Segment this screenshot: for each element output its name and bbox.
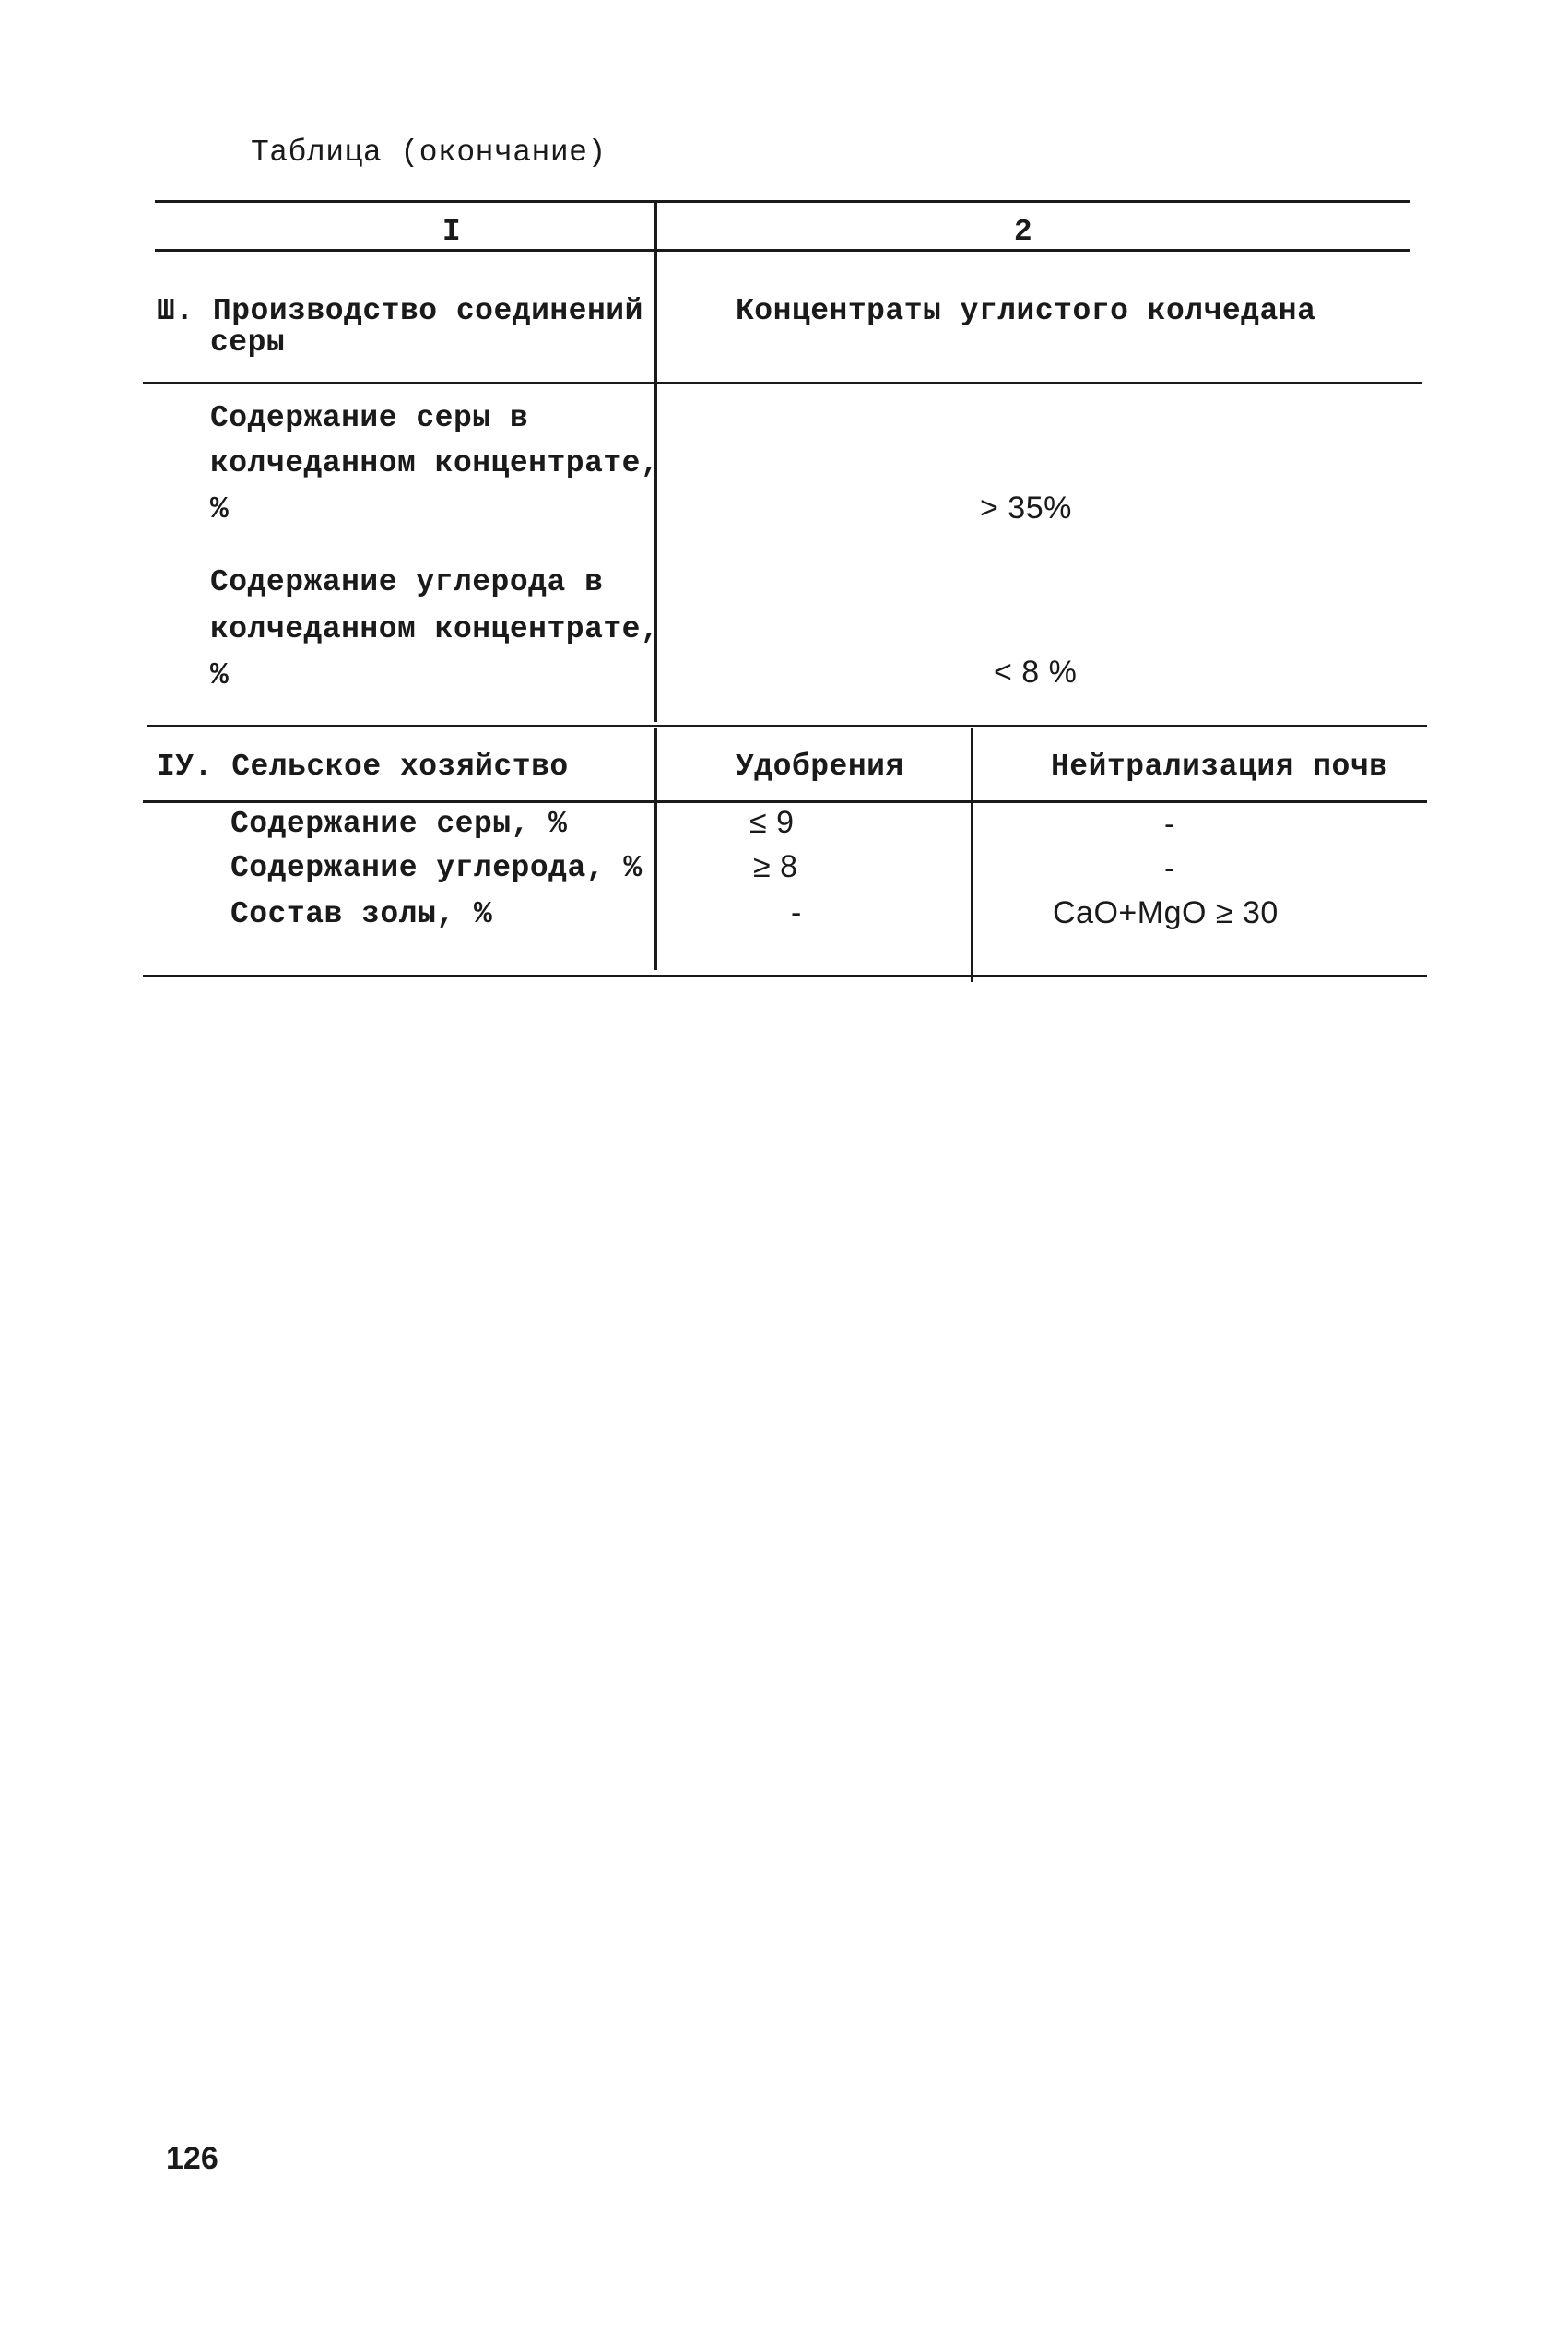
- s4-row2-label: Содержание углерода, %: [230, 851, 643, 885]
- s3-row2-label-line3: %: [210, 658, 230, 692]
- s4-row1-col-b: -: [1164, 807, 1175, 842]
- s4-row3-col-a: -: [791, 895, 802, 930]
- column-divider-main-lower: [654, 728, 657, 970]
- s4-row1-col-a: ≤ 9: [749, 805, 795, 840]
- header-bottom-rule: [155, 249, 1410, 252]
- header-col-2: 2: [1013, 215, 1033, 249]
- section-3-rule: [143, 382, 1422, 384]
- section-4-col-a: Удобрения: [736, 750, 904, 784]
- table-top-rule: [155, 200, 1410, 203]
- s4-row3-col-b: CaO+MgO ≥ 30: [1053, 895, 1279, 930]
- s3-row1-label-line1: Содержание серы в: [210, 401, 529, 435]
- section-3-title: Ш. Производство соединений: [157, 294, 643, 328]
- s3-row1-label-line3: %: [210, 492, 230, 526]
- section-4-header-rule: [143, 800, 1427, 803]
- s4-row1-label: Содержание серы, %: [230, 807, 568, 841]
- s3-row1-value: > 35%: [980, 491, 1072, 526]
- section-4-col-b: Нейтрализация почв: [1051, 750, 1388, 784]
- section-3-title-cont: серы: [210, 325, 286, 360]
- s3-row2-label-line2: колчеданном концентрате,: [210, 612, 660, 646]
- table-bottom-rule: [143, 975, 1427, 977]
- header-col-1: I: [442, 215, 462, 249]
- s3-row1-label-line2: колчеданном концентрате,: [210, 446, 660, 480]
- section-3-value-title: Концентраты углистого колчедана: [736, 294, 1316, 328]
- section-4-top-rule: [147, 725, 1427, 727]
- column-divider-sub: [971, 728, 973, 982]
- page-number: 126: [166, 2141, 218, 2176]
- section-4-title: IУ. Сельское хозяйство: [157, 750, 569, 784]
- s4-row2-col-b: -: [1164, 851, 1175, 886]
- table-caption: Таблица (окончание): [251, 136, 607, 170]
- s4-row3-label: Состав золы, %: [230, 897, 493, 931]
- s3-row2-value: < 8 %: [994, 655, 1078, 690]
- s3-row2-label-line1: Содержание углерода в: [210, 565, 604, 599]
- s4-row2-col-a: ≥ 8: [753, 849, 798, 884]
